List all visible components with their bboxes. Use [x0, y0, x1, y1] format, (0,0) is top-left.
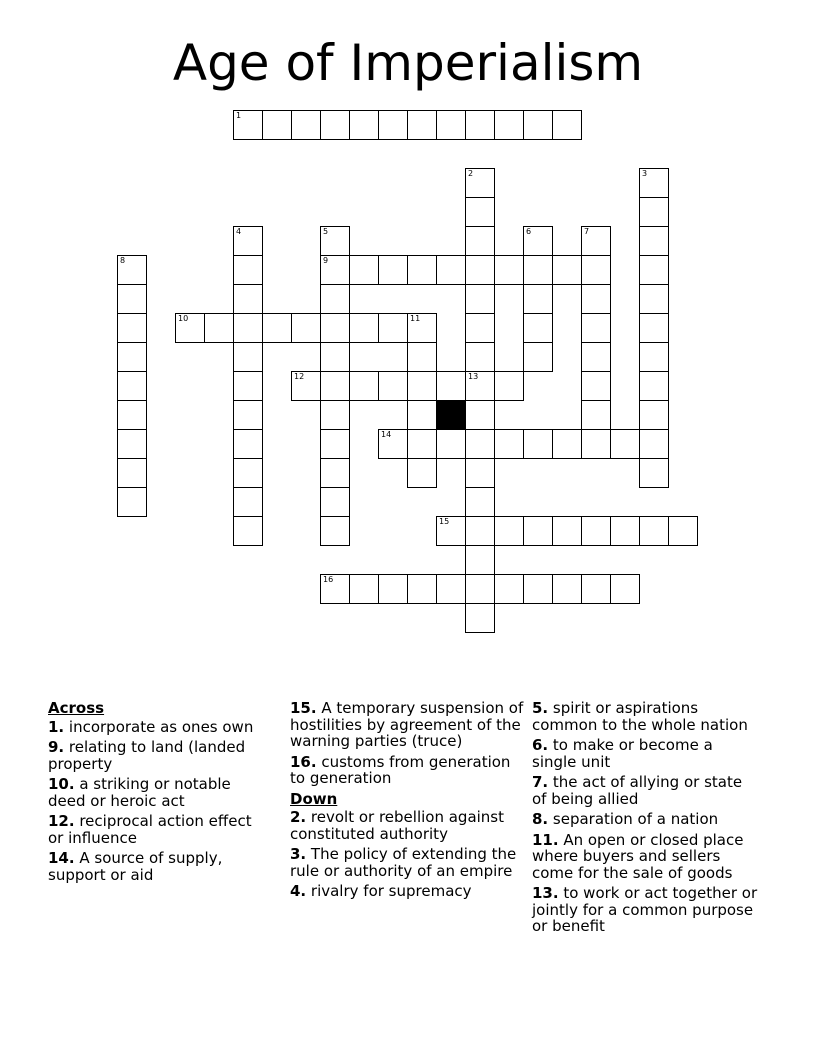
grid-cell[interactable]: [233, 255, 263, 285]
grid-cell[interactable]: [494, 429, 524, 459]
across-clue: [48, 739, 270, 772]
clue-label-number: 2.: [290, 808, 307, 826]
grid-cell[interactable]: [639, 429, 669, 459]
clue-number: 3: [642, 169, 648, 178]
grid-cell[interactable]: [320, 110, 350, 140]
clue-label-number: 7.: [532, 773, 549, 791]
grid-cell[interactable]: [639, 255, 669, 285]
clue-label-number: 10.: [48, 775, 75, 793]
grid-cell[interactable]: [378, 255, 408, 285]
grid-cell[interactable]: [320, 226, 350, 256]
grid-cell[interactable]: [668, 516, 698, 546]
grid-cell[interactable]: [407, 458, 437, 488]
grid-cell[interactable]: [117, 458, 147, 488]
grid-cell[interactable]: [465, 313, 495, 343]
clues-column-1: [48, 700, 270, 887]
grid-cell[interactable]: [465, 545, 495, 575]
clue-label-number: 13.: [532, 884, 559, 902]
grid-cell[interactable]: [262, 110, 292, 140]
across-clue-list-continued: [290, 700, 528, 787]
grid-cell[interactable]: [117, 429, 147, 459]
grid-cell[interactable]: [465, 255, 495, 285]
grid-cell[interactable]: [552, 429, 582, 459]
grid-cell[interactable]: [349, 110, 379, 140]
clue-number: 13: [468, 372, 479, 381]
grid-cell[interactable]: [407, 313, 437, 343]
grid-cell[interactable]: [523, 516, 553, 546]
grid-cell[interactable]: [407, 110, 437, 140]
grid-cell[interactable]: [291, 110, 321, 140]
clue-text: the act of allying or state of being allied: [532, 773, 743, 808]
clue-text: A temporary suspension of hostilities by agreement of the warning parties (truce): [290, 699, 524, 750]
grid-cell[interactable]: [291, 371, 321, 401]
grid-cell[interactable]: [320, 429, 350, 459]
grid-cell[interactable]: [349, 371, 379, 401]
clue-label-number: 3.: [290, 845, 307, 863]
grid-cell[interactable]: [523, 226, 553, 256]
grid-cell[interactable]: [320, 313, 350, 343]
clue-label-number: 11.: [532, 830, 559, 849]
across-clue: [48, 813, 270, 846]
grid-cell[interactable]: [465, 458, 495, 488]
clue-label-number: 1.: [48, 717, 65, 736]
grid-cell[interactable]: [233, 226, 263, 256]
grid-cell[interactable]: [349, 313, 379, 343]
clue-text: revolt or rebellion against constituted authority: [290, 808, 505, 843]
grid-cell[interactable]: [523, 284, 553, 314]
clue-text: to work or act together or jointly for a common purpose or benefit: [532, 884, 758, 935]
grid-cell[interactable]: [639, 458, 669, 488]
grid-cell[interactable]: [378, 313, 408, 343]
clue-text: relating to land (landed property: [48, 738, 246, 773]
grid-cell[interactable]: [581, 371, 611, 401]
grid-cell[interactable]: [233, 110, 263, 140]
grid-cell[interactable]: [117, 371, 147, 401]
grid-cell[interactable]: [117, 400, 147, 430]
clue-label-number: 5.: [532, 699, 549, 717]
grid-cell[interactable]: [552, 574, 582, 604]
grid-cell[interactable]: [639, 168, 669, 198]
clue-number: 14: [381, 430, 392, 439]
clue-text: reciprocal action effect or influence: [48, 812, 252, 847]
down-clue: [290, 883, 528, 900]
grid-cell[interactable]: [581, 313, 611, 343]
grid-cell[interactable]: [233, 458, 263, 488]
grid-cell[interactable]: [117, 342, 147, 372]
grid-cell[interactable]: [523, 110, 553, 140]
grid-cell[interactable]: [581, 400, 611, 430]
grid-cell[interactable]: [117, 284, 147, 314]
grid-cell[interactable]: [320, 487, 350, 517]
grid-cell[interactable]: [523, 313, 553, 343]
grid-cell[interactable]: [233, 284, 263, 314]
grid-cell[interactable]: [581, 516, 611, 546]
grid-cell[interactable]: [639, 400, 669, 430]
clue-text: to make or become a single unit: [532, 736, 713, 771]
grid-cell[interactable]: [233, 371, 263, 401]
grid-cell[interactable]: [407, 400, 437, 430]
clue-text: incorporate as ones own: [64, 717, 254, 736]
grid-cell[interactable]: [581, 429, 611, 459]
grid-cell[interactable]: [204, 313, 234, 343]
grid-cell[interactable]: [494, 110, 524, 140]
grid-cell[interactable]: [523, 574, 553, 604]
clue-number: 10: [178, 314, 189, 323]
clue-number: 15: [439, 517, 450, 526]
grid-cell[interactable]: [407, 342, 437, 372]
clue-text: customs from generation to generation: [290, 752, 511, 787]
clue-label-number: 14.: [48, 849, 75, 867]
clue-text: A source of supply, support or aid: [48, 849, 223, 884]
grid-cell[interactable]: [639, 342, 669, 372]
clue-text: a striking or notable deed or heroic act: [48, 775, 231, 810]
grid-cell[interactable]: [465, 429, 495, 459]
down-clue: [532, 811, 758, 828]
down-clue: [532, 885, 758, 935]
down-clue: [532, 774, 758, 807]
grid-cell[interactable]: [320, 284, 350, 314]
clue-label-number: 16.: [290, 752, 317, 771]
grid-cell[interactable]: [494, 255, 524, 285]
grid-cell[interactable]: [552, 110, 582, 140]
grid-cell[interactable]: [465, 371, 495, 401]
clue-number: 4: [236, 227, 242, 236]
grid-cell[interactable]: [320, 400, 350, 430]
across-clue: [290, 754, 528, 787]
grid-cell[interactable]: [233, 429, 263, 459]
grid-cell[interactable]: [639, 516, 669, 546]
grid-cell[interactable]: [581, 255, 611, 285]
down-clue: [290, 809, 528, 842]
grid-cell[interactable]: [436, 516, 466, 546]
grid-cell[interactable]: [378, 371, 408, 401]
clue-text: An open or closed place where buyers and sellers come for the sale of goods: [532, 830, 744, 882]
down-clue: [290, 846, 528, 879]
grid-cell[interactable]: [494, 574, 524, 604]
clue-number: 6: [526, 227, 532, 236]
grid-cell[interactable]: [436, 429, 466, 459]
across-clue-list: [48, 719, 270, 884]
grid-cell[interactable]: [320, 574, 350, 604]
across-clue: [48, 850, 270, 883]
grid-cell[interactable]: [378, 574, 408, 604]
grid-cell[interactable]: [233, 313, 263, 343]
down-clue: [532, 700, 758, 733]
grid-cell[interactable]: [407, 255, 437, 285]
grid-cell[interactable]: [639, 284, 669, 314]
down-clue-list: [290, 809, 528, 900]
grid-cell[interactable]: [552, 255, 582, 285]
grid-cell[interactable]: [465, 226, 495, 256]
puzzle-title: Age of Imperialism: [172, 34, 644, 92]
grid-cell[interactable]: [117, 313, 147, 343]
grid-cell[interactable]: [639, 226, 669, 256]
grid-cell[interactable]: [465, 168, 495, 198]
grid-cell[interactable]: [523, 255, 553, 285]
clue-number: 8: [120, 256, 126, 265]
across-heading: Across: [48, 699, 105, 717]
clue-number: 16: [323, 575, 334, 584]
grid-cell[interactable]: [262, 313, 292, 343]
grid-cell[interactable]: [581, 574, 611, 604]
clue-number: 11: [410, 314, 421, 323]
grid-cell[interactable]: [320, 458, 350, 488]
clue-text: separation of a nation: [548, 810, 719, 828]
grid-cell[interactable]: [465, 574, 495, 604]
grid-cell[interactable]: [378, 429, 408, 459]
grid-cell[interactable]: [610, 429, 640, 459]
clue-number: 9: [323, 256, 329, 265]
grid-cell[interactable]: [436, 110, 466, 140]
grid-cell[interactable]: [233, 400, 263, 430]
grid-cell[interactable]: [523, 342, 553, 372]
clue-text: The policy of extending the rule or authority of an empire: [290, 845, 517, 880]
grid-cell[interactable]: [407, 574, 437, 604]
grid-cell[interactable]: [639, 197, 669, 227]
clue-text: spirit or aspirations common to the whole nation: [532, 699, 748, 734]
clue-label-number: 12.: [48, 812, 75, 830]
grid-cell[interactable]: [581, 342, 611, 372]
grid-cell[interactable]: [581, 284, 611, 314]
down-clue-list-continued: [532, 700, 758, 935]
grid-cell[interactable]: [436, 371, 466, 401]
clue-label-number: 8.: [532, 810, 549, 828]
across-clue: [290, 700, 528, 750]
grid-cell[interactable]: [320, 342, 350, 372]
grid-cell[interactable]: [494, 516, 524, 546]
grid-cell[interactable]: [639, 371, 669, 401]
grid-cell[interactable]: [465, 516, 495, 546]
grid-cell[interactable]: [349, 574, 379, 604]
grid-cell[interactable]: [465, 487, 495, 517]
grid-cell[interactable]: [117, 487, 147, 517]
grid-cell[interactable]: [436, 255, 466, 285]
grid-cell[interactable]: [233, 342, 263, 372]
grid-cell[interactable]: [465, 603, 495, 633]
black-square: [436, 400, 466, 430]
grid-cell[interactable]: [320, 516, 350, 546]
clues-column-2: [290, 700, 528, 904]
grid-cell[interactable]: [175, 313, 205, 343]
grid-cell[interactable]: [465, 400, 495, 430]
grid-cell[interactable]: [233, 516, 263, 546]
grid-cell[interactable]: [610, 574, 640, 604]
down-clue: [532, 737, 758, 770]
clues-column-3: [532, 700, 758, 939]
clue-label-number: 6.: [532, 736, 549, 754]
grid-cell[interactable]: [291, 313, 321, 343]
across-clue: [48, 776, 270, 809]
clue-number: 12: [294, 372, 305, 381]
grid-cell[interactable]: [523, 429, 553, 459]
grid-cell[interactable]: [320, 371, 350, 401]
grid-cell[interactable]: [465, 110, 495, 140]
grid-cell[interactable]: [639, 313, 669, 343]
grid-cell[interactable]: [465, 342, 495, 372]
grid-cell[interactable]: [436, 574, 466, 604]
grid-cell[interactable]: [494, 371, 524, 401]
grid-cell[interactable]: [581, 226, 611, 256]
across-clue: [48, 719, 270, 736]
clue-label-number: 15.: [290, 699, 317, 717]
clue-label-number: 4.: [290, 882, 307, 900]
grid-cell[interactable]: [407, 429, 437, 459]
clue-text: rivalry for supremacy: [306, 882, 472, 900]
grid-cell[interactable]: [378, 110, 408, 140]
grid-cell[interactable]: [552, 516, 582, 546]
clue-number: 2: [468, 169, 474, 178]
down-clue: [532, 832, 758, 882]
clue-number: 7: [584, 227, 590, 236]
down-heading: Down: [290, 789, 338, 808]
clue-number: 5: [323, 227, 329, 236]
grid-cell[interactable]: [465, 284, 495, 314]
grid-cell[interactable]: [117, 255, 147, 285]
grid-cell[interactable]: [233, 487, 263, 517]
clue-number: 1: [236, 111, 242, 120]
clue-label-number: 9.: [48, 738, 65, 756]
grid-cell[interactable]: [610, 516, 640, 546]
grid-cell[interactable]: [465, 197, 495, 227]
grid-cell[interactable]: [349, 255, 379, 285]
grid-cell[interactable]: [407, 371, 437, 401]
grid-cell[interactable]: [320, 255, 350, 285]
